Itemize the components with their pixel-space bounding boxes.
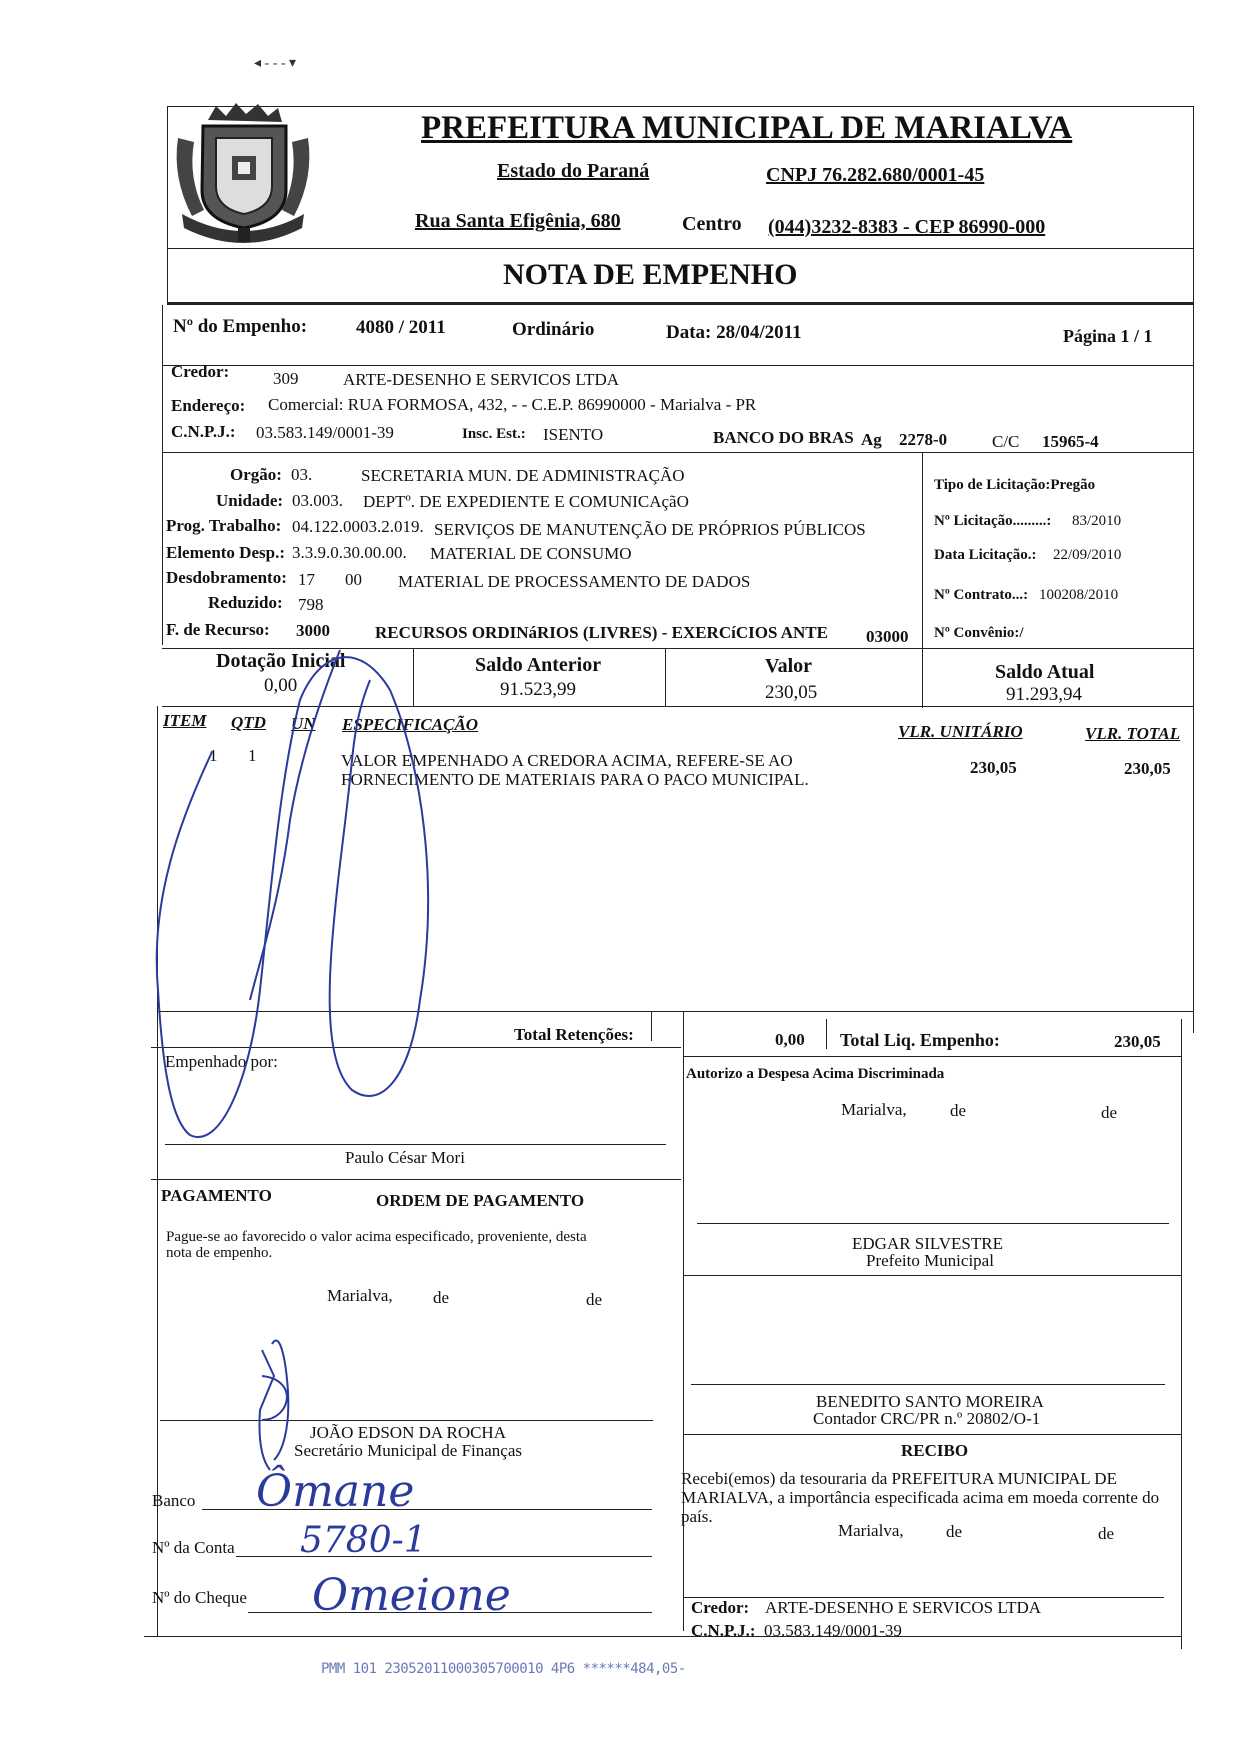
contrato-number: 100208/2010 bbox=[1039, 587, 1119, 603]
estado-label: Estado do Paraná bbox=[497, 160, 650, 182]
licitacao-number: 83/2010 bbox=[1072, 513, 1122, 529]
ordem-pagamento-label: ORDEM DE PAGAMENTO bbox=[376, 1191, 585, 1210]
contador-title: Contador CRC/PR n.º 20802/O-1 bbox=[813, 1409, 1041, 1428]
pagamento-text-1: Pague-se ao favorecido o valor acima especificado, proveniente, desta bbox=[166, 1229, 587, 1245]
insc-value: ISENTO bbox=[543, 425, 604, 444]
divider-licitacao bbox=[922, 452, 923, 650]
col-item: ITEM bbox=[163, 711, 207, 730]
secretario-signature bbox=[259, 1340, 288, 1470]
orgao-code: 03. bbox=[291, 465, 313, 484]
licitacao-number-label: Nº Licitação.........: bbox=[934, 513, 1052, 529]
recibo-text-2: MARIALVA, a importância especificada acima em moeda corrente do bbox=[681, 1488, 1160, 1507]
col-qtd: QTD bbox=[231, 713, 266, 732]
banco-label: Banco bbox=[152, 1491, 196, 1510]
recibo-text-3: país. bbox=[681, 1507, 713, 1526]
item-total-value: 230,05 bbox=[1124, 759, 1171, 778]
credor-label: Credor: bbox=[171, 362, 230, 381]
agency-value: 2278-0 bbox=[899, 430, 948, 449]
line-pagamento bbox=[151, 1179, 681, 1180]
recibo-text-1: Recebi(emos) da tesouraria da PREFEITURA MUNICIPAL DE bbox=[681, 1469, 1117, 1488]
recibo-cnpj-label: C.N.P.J.: bbox=[691, 1621, 756, 1640]
line-saldos bbox=[162, 706, 1193, 707]
cnpj-label: C.N.P.J.: bbox=[171, 422, 236, 441]
liquido-label: Total Liq. Empenho: bbox=[840, 1030, 1000, 1050]
saldo-atual-label: Saldo Atual bbox=[995, 661, 1095, 683]
account-value: 15965-4 bbox=[1042, 432, 1099, 451]
liquido-value: 230,05 bbox=[1114, 1032, 1161, 1051]
credor-code: 309 bbox=[273, 369, 299, 388]
autorizo-city: Marialva, bbox=[841, 1100, 907, 1119]
desdobramento-a: 17 bbox=[298, 570, 315, 589]
unidade-code: 03.003. bbox=[292, 491, 343, 510]
conta-label: Nº da Conta bbox=[152, 1538, 235, 1557]
item-qtd: 1 bbox=[248, 746, 257, 765]
prefeito-name: EDGAR SILVESTRE bbox=[852, 1234, 1003, 1253]
retencoes-label: Total Retenções: bbox=[514, 1025, 634, 1044]
recibo-de-1: de bbox=[946, 1522, 963, 1541]
divider-ret1 bbox=[651, 1011, 652, 1041]
unidade-name: DEPTº. DE EXPEDIENTE E COMUNICAçãO bbox=[363, 492, 689, 511]
divider-saldo3 bbox=[922, 650, 923, 708]
endereco-label: Endereço: bbox=[171, 396, 246, 415]
orgao-name: SECRETARIA MUN. DE ADMINISTRAÇÃO bbox=[361, 466, 685, 485]
item-description-2: FORNECIMENTO DE MATERIAIS PARA O PACO MUNICIPAL. bbox=[341, 770, 809, 789]
recurso-code: 3000 bbox=[296, 621, 330, 640]
footer-code: PMM 101 23052011000305700010 4P6 ******484,05- bbox=[321, 1661, 686, 1677]
valor-value: 230,05 bbox=[765, 682, 818, 703]
frame-bottom bbox=[144, 1636, 1181, 1637]
convenio: Nº Convênio:/ bbox=[934, 625, 1024, 641]
conta-line bbox=[236, 1556, 652, 1557]
recibo-credor-label: Credor: bbox=[691, 1598, 750, 1617]
divider-saldo2 bbox=[665, 648, 666, 706]
recibo-credor-name: ARTE-DESENHO E SERVICOS LTDA bbox=[765, 1598, 1042, 1617]
empenho-type: Ordinário bbox=[512, 319, 595, 340]
line-contador-sign bbox=[691, 1384, 1165, 1385]
desdobramento-name: MATERIAL DE PROCESSAMENTO DE DADOS bbox=[398, 572, 751, 591]
cheque-handwritten: Omeione bbox=[312, 1570, 511, 1621]
unidade-label: Unidade: bbox=[216, 491, 284, 510]
saldo-anterior-label: Saldo Anterior bbox=[475, 654, 602, 676]
autorizo-de-2: de bbox=[1101, 1103, 1118, 1122]
document-title: NOTA DE EMPENHO bbox=[503, 258, 798, 291]
credor-address: Comercial: RUA FORMOSA, 432, - - C.E.P. 86990000 - Marialva - PR bbox=[268, 395, 757, 414]
credor-name: ARTE-DESENHO E SERVICOS LTDA bbox=[343, 370, 620, 389]
item-description-1: VALOR EMPENHADO A CREDORA ACIMA, REFERE-SE AO bbox=[341, 751, 793, 770]
pagamento-de-1: de bbox=[433, 1288, 450, 1307]
page-number: Página 1 / 1 bbox=[1063, 326, 1153, 346]
secretario-name: JOÃO EDSON DA ROCHA bbox=[310, 1423, 506, 1442]
conta-handwritten: 5780-1 bbox=[300, 1520, 427, 1561]
line-credor bbox=[162, 452, 1193, 453]
col-especificacao: ESPECIFICAÇÃO bbox=[342, 715, 479, 734]
recurso-label: F. de Recurso: bbox=[166, 620, 270, 639]
dotacao-value: 0,00 bbox=[264, 675, 298, 696]
elemento-label: Elemento Desp.: bbox=[166, 543, 285, 562]
valor-label: Valor bbox=[765, 655, 813, 677]
line-retencoes-left bbox=[151, 1047, 681, 1048]
street-address: Rua Santa Efigênia, 680 bbox=[415, 210, 621, 232]
prefeitura-title: PREFEITURA MUNICIPAL DE MARIALVA bbox=[421, 110, 1073, 146]
empenhado-label: Empenhado por: bbox=[165, 1052, 278, 1071]
cheque-label: Nº do Cheque bbox=[152, 1588, 247, 1607]
col-un: UN bbox=[291, 714, 316, 733]
empenho-number: 4080 / 2011 bbox=[356, 317, 446, 338]
frame-top bbox=[167, 106, 1193, 107]
licitacao-date: 22/09/2010 bbox=[1053, 547, 1122, 563]
elemento-code: 3.3.9.0.30.00.00. bbox=[292, 543, 407, 562]
line-empenhado-sign bbox=[165, 1144, 666, 1145]
line-secretario-sign bbox=[160, 1420, 653, 1421]
frame-right bbox=[1193, 106, 1194, 1033]
line-title bbox=[167, 302, 1193, 305]
phone-cep: (044)3232-8383 - CEP 86990-000 bbox=[768, 216, 1046, 238]
agency-label: Ag bbox=[861, 430, 882, 449]
recurso-end-code: 03000 bbox=[866, 627, 909, 646]
saldo-atual-value: 91.293,94 bbox=[1006, 684, 1082, 705]
col-valor-unitario: VLR. UNITÁRIO bbox=[898, 722, 1023, 741]
desdobramento-label: Desdobramento: bbox=[166, 568, 287, 587]
line-prefeito-sign bbox=[697, 1223, 1169, 1224]
autorizo-de-1: de bbox=[950, 1101, 967, 1120]
pagamento-text-2: nota de empenho. bbox=[166, 1245, 273, 1261]
divider-saldo1 bbox=[413, 648, 414, 706]
elemento-name: MATERIAL DE CONSUMO bbox=[430, 544, 632, 563]
retencoes-value: 0,00 bbox=[775, 1030, 805, 1049]
licitacao-date-label: Data Licitação.: bbox=[934, 547, 1037, 563]
coat-of-arms-icon bbox=[168, 98, 318, 248]
prog-name: SERVIÇOS DE MANUTENÇÃO DE PRÓPRIOS PÚBLICOS bbox=[434, 520, 866, 539]
col-valor-total: VLR. TOTAL bbox=[1085, 724, 1181, 743]
dotacao-label: Dotação Inicial bbox=[216, 650, 346, 672]
line-retencoes-right bbox=[683, 1056, 1181, 1057]
secretario-title: Secretário Municipal de Finanças bbox=[294, 1441, 523, 1460]
recibo-de-2: de bbox=[1098, 1524, 1115, 1543]
saldo-anterior-value: 91.523,99 bbox=[500, 679, 576, 700]
item-number: 1 bbox=[209, 746, 218, 765]
empenho-number-label: Nº do Empenho: bbox=[173, 316, 308, 337]
licitacao-type: Tipo de Licitação:Pregão bbox=[934, 477, 1096, 493]
line-prefeito bbox=[683, 1275, 1181, 1276]
insc-label: Insc. Est.: bbox=[462, 426, 526, 442]
orgao-label: Orgão: bbox=[230, 465, 282, 484]
line-orcamento bbox=[162, 648, 1193, 649]
bank-name: BANCO DO BRAS bbox=[713, 428, 854, 447]
desdobramento-b: 00 bbox=[345, 570, 362, 589]
prog-label: Prog. Trabalho: bbox=[166, 516, 282, 535]
prog-code: 04.122.0003.2.019. bbox=[292, 517, 424, 536]
line-contador bbox=[683, 1434, 1181, 1435]
frame-left-mid bbox=[162, 305, 163, 645]
line-empenho bbox=[162, 365, 1193, 366]
reduzido-value: 798 bbox=[298, 595, 324, 614]
recurso-name: RECURSOS ORDINáRIOS (LIVRES) - EXERCíCIOS ANTE bbox=[375, 623, 828, 642]
banco-handwritten: Ômane bbox=[256, 1466, 415, 1517]
account-label: C/C bbox=[992, 432, 1020, 451]
reduzido-label: Reduzido: bbox=[208, 593, 283, 612]
district: Centro bbox=[682, 213, 742, 235]
pagamento-city: Marialva, bbox=[327, 1286, 393, 1305]
pagamento-de-2: de bbox=[586, 1290, 603, 1309]
divider-ret2 bbox=[826, 1019, 827, 1049]
contrato-label: Nº Contrato...: bbox=[934, 587, 1029, 603]
pagamento-label: PAGAMENTO bbox=[161, 1186, 272, 1205]
contador-name: BENEDITO SANTO MOREIRA bbox=[816, 1392, 1044, 1411]
dotacao-slash bbox=[250, 650, 340, 1000]
prefeito-title: Prefeito Municipal bbox=[866, 1251, 994, 1270]
credor-cnpj: 03.583.149/0001-39 bbox=[256, 423, 394, 442]
frame-right-bottom bbox=[1181, 1019, 1182, 1649]
cnpj-prefeitura: CNPJ 76.282.680/0001-45 bbox=[766, 164, 985, 186]
item-unit-value: 230,05 bbox=[970, 758, 1017, 777]
autorizo-label: Autorizo a Despesa Acima Discriminada bbox=[686, 1066, 945, 1082]
divider-center bbox=[683, 1011, 684, 1631]
line-header bbox=[167, 248, 1193, 249]
line-items-end bbox=[157, 1011, 1193, 1012]
empenho-date: Data: 28/04/2011 bbox=[666, 322, 802, 343]
recibo-city: Marialva, bbox=[838, 1521, 904, 1540]
recibo-label: RECIBO bbox=[901, 1441, 969, 1460]
empenhado-name: Paulo César Mori bbox=[345, 1148, 465, 1167]
scan-mark: ◂ - - - ▾ bbox=[254, 56, 297, 71]
recibo-cnpj: 03.583.149/0001-39 bbox=[764, 1621, 902, 1640]
